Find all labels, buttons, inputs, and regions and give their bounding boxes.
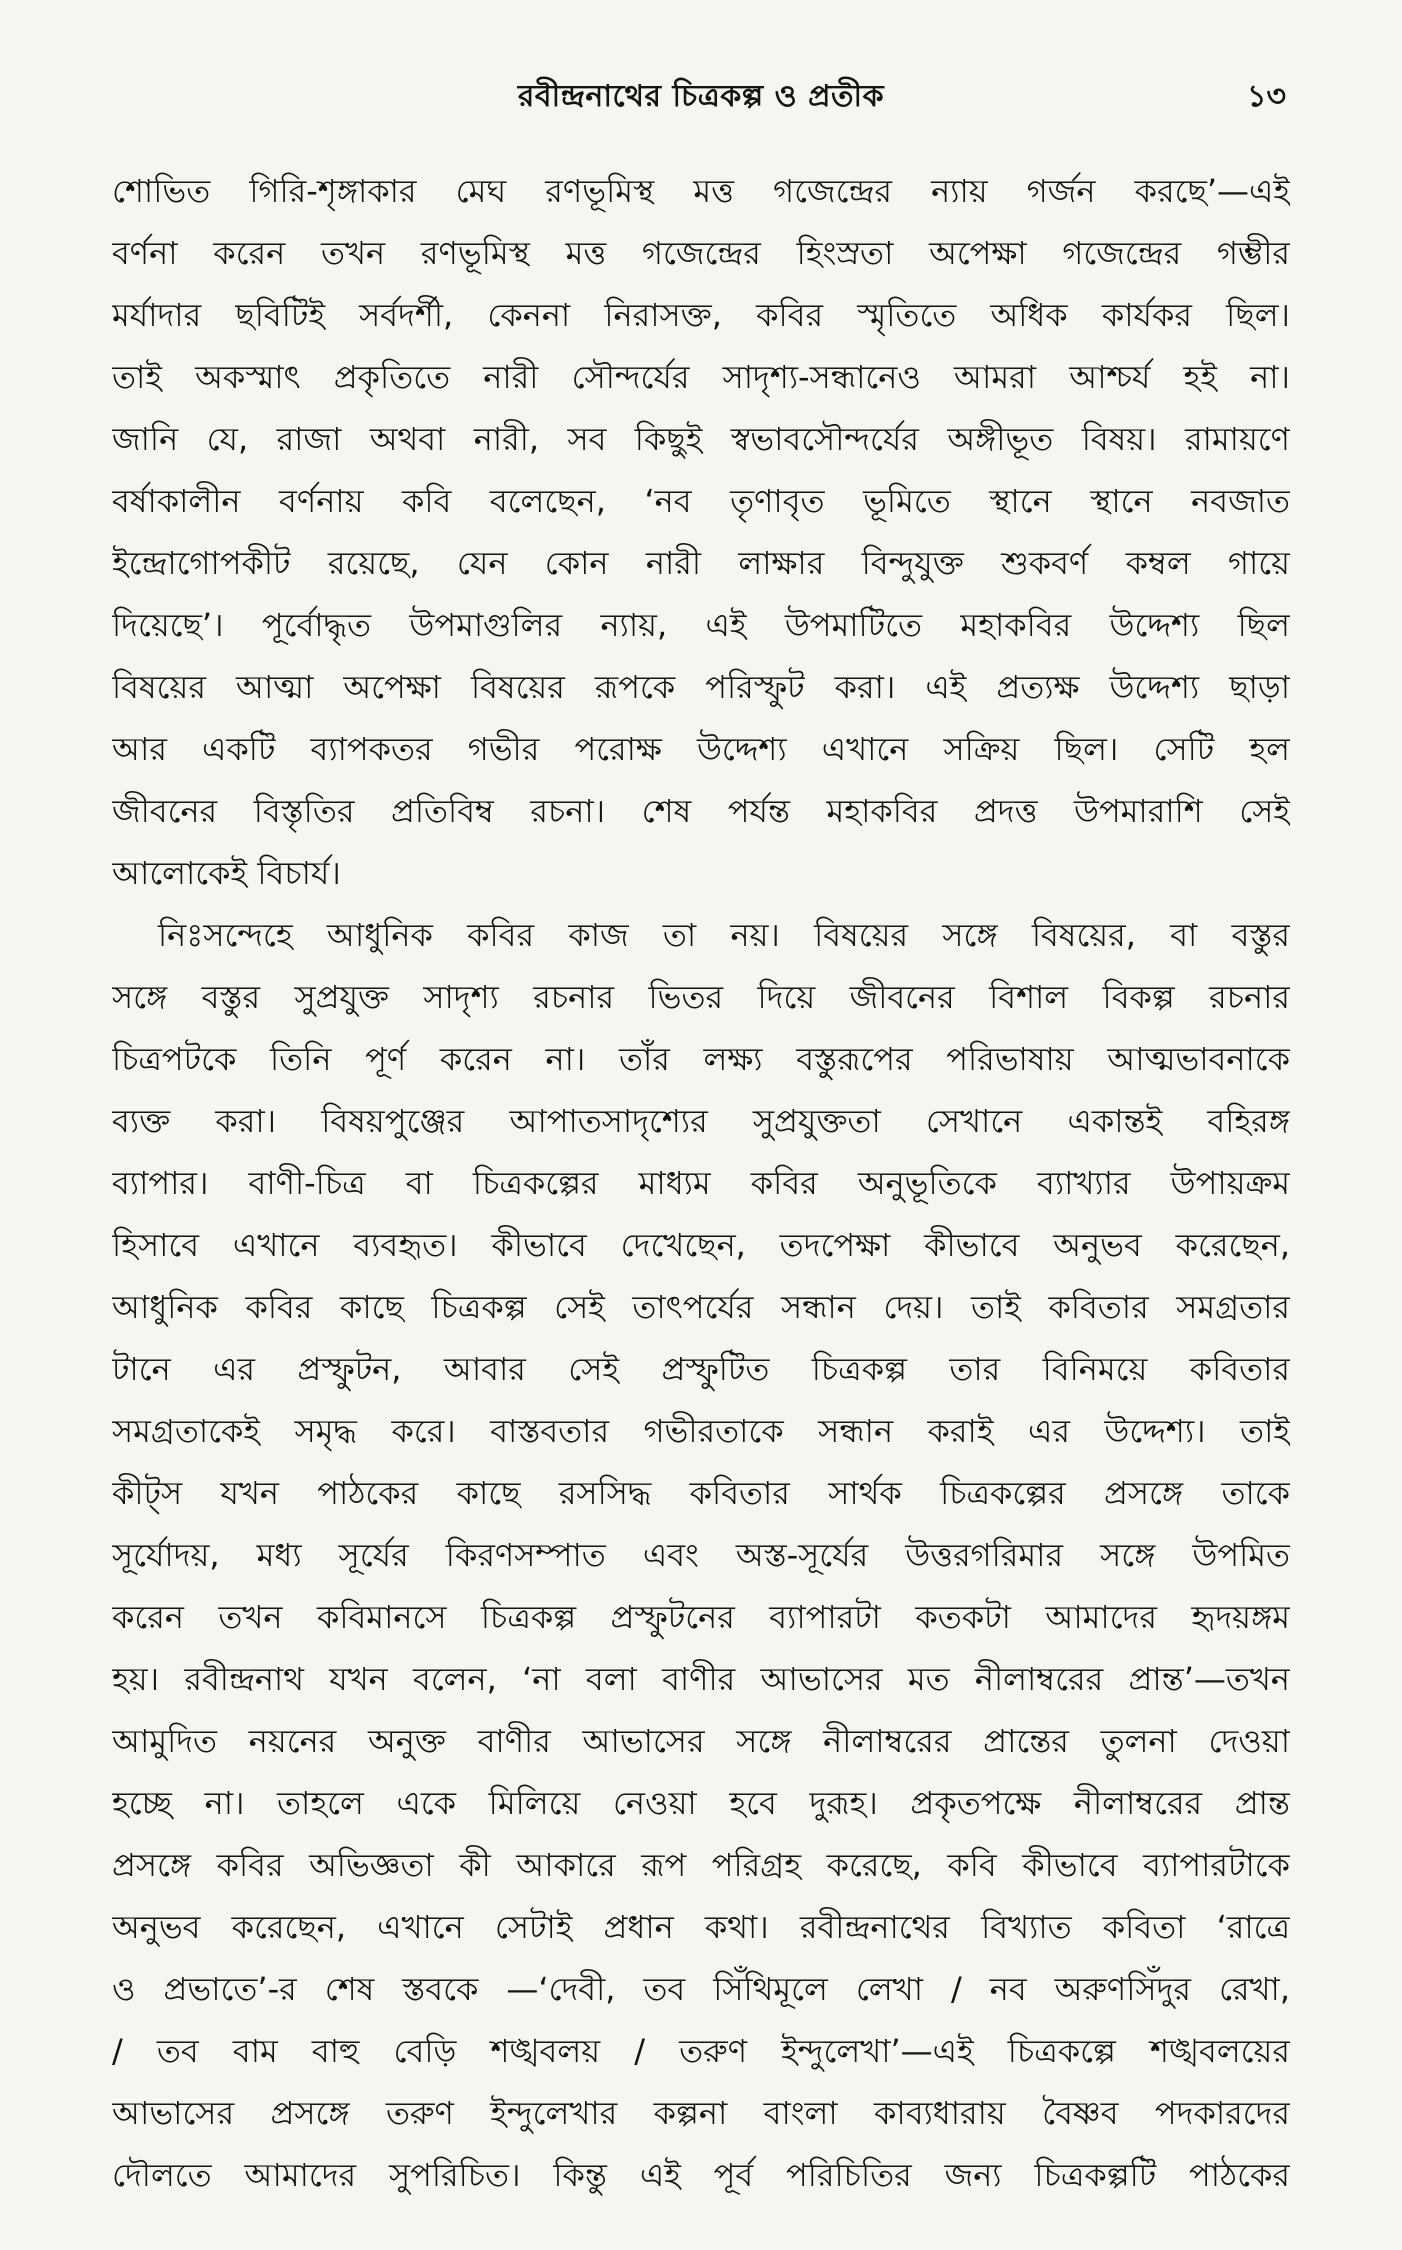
- running-title: রবীন্দ্রনাথের চিত্রকল্প ও প্রতীক: [517, 79, 885, 114]
- text-line: চিত্রপটকে তিনি পূর্ণ করেন না। তাঁর লক্ষ্য বস্তুরূপের পরিভাষায় আত্মভাবনাকে: [112, 1040, 1290, 1078]
- text-line: দিয়েছে’। পূর্বোদ্ধৃত উপমাগুলির ন্যায়, এই উপমাটিতে মহাকবির উদ্দেশ্য ছিল: [112, 606, 1290, 644]
- text-line: হয়। রবীন্দ্রনাথ যখন বলেন, ‘না বলা বাণীর আভাসের মত নীলাম্বরের প্রান্ত’—তখন: [112, 1660, 1290, 1698]
- text-line: সঙ্গে বস্তুর সুপ্রযুক্ত সাদৃশ্য রচনার ভিতর দিয়ে জীবনের বিশাল বিকল্প রচনার: [112, 978, 1290, 1016]
- text-line: অনুভব করেছেন, এখানে সেটাই প্রধান কথা। রবীন্দ্রনাথের বিখ্যাত কবিতা ‘রাত্রে: [112, 1908, 1290, 1946]
- text-line: হচ্ছে না। তাহলে একে মিলিয়ে নেওয়া হবে দুরূহ। প্রকৃতপক্ষে নীলাম্বরের প্রান্ত: [112, 1784, 1290, 1822]
- text-line: আভাসের প্রসঙ্গে তরুণ ইন্দুলেখার কল্পনা বাংলা কাব্যধারায় বৈষ্ণব পদকারদের: [112, 2094, 1290, 2132]
- text-line: দৌলতে আমাদের সুপরিচিত। কিন্তু এই পূর্ব পরিচিতির জন্য চিত্রকল্পটি পাঠকের: [112, 2156, 1290, 2194]
- text-line: সূর্যোদয়, মধ্য সূর্যের কিরণসম্পাত এবং অস্ত-সূর্যের উত্তরগরিমার সঙ্গে উপমিত: [112, 1536, 1290, 1574]
- text-line: ইন্দ্রোগোপকীট রয়েছে, যেন কোন নারী লাক্ষার বিন্দুযুক্ত শুকবর্ণ কম্বল গায়ে: [112, 544, 1290, 582]
- text-line: আমুদিত নয়নের অনুক্ত বাণীর আভাসের সঙ্গে নীলাম্বরের প্রান্তের তুলনা দেওয়া: [112, 1722, 1290, 1760]
- text-line: জীবনের বিস্তৃতির প্রতিবিম্ব রচনা। শেষ পর্যন্ত মহাকবির প্রদত্ত উপমারাশি সেই: [112, 792, 1290, 830]
- text-line: করেন তখন কবিমানসে চিত্রকল্প প্রস্ফুটনের ব্যাপারটা কতকটা আমাদের হৃদয়ঙ্গম: [112, 1598, 1290, 1636]
- text-line: কীট্স যখন পাঠকের কাছে রসসিদ্ধ কবিতার সার্থক চিত্রকল্পের প্রসঙ্গে তাকে: [112, 1474, 1290, 1512]
- text-line: শোভিত গিরি-শৃঙ্গাকার মেঘ রণভূমিস্থ মত্ত গজেন্দ্রের ন্যায় গর্জন করছে’—এই: [112, 172, 1290, 210]
- text-line: জানি যে, রাজা অথবা নারী, সব কিছুই স্বভাবসৌন্দর্যের অঙ্গীভূত বিষয়। রামায়ণে: [112, 420, 1290, 458]
- text-line: বর্ষাকালীন বর্ণনায় কবি বলেছেন, ‘নব তৃণাবৃত ভূমিতে স্থানে স্থানে নবজাত: [112, 482, 1290, 520]
- text-line: ও প্রভাতে’-র শেষ স্তবকে —‘দেবী, তব সিঁথিমূলে লেখা / নব অরুণসিঁদুর রেখা,: [112, 1970, 1290, 2008]
- body-text: [112, 160, 1290, 2206]
- text-line: / তব বাম বাহু বেড়ি শঙ্খবলয় / তরুণ ইন্দুলেখা’—এই চিত্রকল্পে শঙ্খবলয়ের: [112, 2032, 1290, 2070]
- text-line: আধুনিক কবির কাছে চিত্রকল্প সেই তাৎপর্যের সন্ধান দেয়। তাই কবিতার সমগ্রতার: [112, 1288, 1290, 1326]
- text-line: আর একটি ব্যাপকতর গভীর পরোক্ষ উদ্দেশ্য এখানে সক্রিয় ছিল। সেটি হল: [112, 730, 1290, 768]
- text-line: বিষয়ের আত্মা অপেক্ষা বিষয়ের রূপকে পরিস্ফুট করা। এই প্রত্যক্ষ উদ্দেশ্য ছাড়া: [112, 668, 1290, 706]
- page-header: [112, 70, 1290, 160]
- text-line: প্রসঙ্গে কবির অভিজ্ঞতা কী আকারে রূপ পরিগ্রহ করেছে, কবি কীভাবে ব্যাপারটাকে: [112, 1846, 1290, 1884]
- page-number: ১৩: [1247, 79, 1286, 114]
- paragraph-start-line: নিঃসন্দেহে আধুনিক কবির কাজ তা নয়। বিষয়ের সঙ্গে বিষয়ের, বা বস্তুর: [158, 916, 1290, 954]
- text-line: তাই অকস্মাৎ প্রকৃতিতে নারী সৌন্দর্যের সাদৃশ্য-সন্ধানেও আমরা আশ্চর্য হই না।: [112, 358, 1290, 396]
- text-line: বর্ণনা করেন তখন রণভূমিস্থ মত্ত গজেন্দ্রের হিংস্রতা অপেক্ষা গজেন্দ্রের গম্ভীর: [112, 234, 1290, 272]
- paragraph-end-line: আলোকেই বিচার্য।: [112, 854, 341, 892]
- text-line: সমগ্রতাকেই সমৃদ্ধ করে। বাস্তবতার গভীরতাকে সন্ধান করাই এর উদ্দেশ্য। তাই: [112, 1412, 1290, 1450]
- text-line: হিসাবে এখানে ব্যবহৃত। কীভাবে দেখেছেন, তদপেক্ষা কীভাবে অনুভব করেছেন,: [112, 1226, 1290, 1264]
- text-line: ব্যক্ত করা। বিষয়পুঞ্জের আপাতসাদৃশ্যের সুপ্রযুক্ততা সেখানে একান্তই বহিরঙ্গ: [112, 1102, 1290, 1140]
- text-line: টানে এর প্রস্ফুটন, আবার সেই প্রস্ফুটিত চিত্রকল্প তার বিনিময়ে কবিতার: [112, 1350, 1290, 1388]
- text-line: ব্যাপার। বাণী-চিত্র বা চিত্রকল্পের মাধ্যম কবির অনুভূতিকে ব্যাখ্যার উপায়ক্রম: [112, 1164, 1290, 1202]
- text-line: মর্যাদার ছবিটিই সর্বদর্শী, কেননা নিরাসক্ত, কবির স্মৃতিতে অধিক কার্যকর ছিল।: [112, 296, 1290, 334]
